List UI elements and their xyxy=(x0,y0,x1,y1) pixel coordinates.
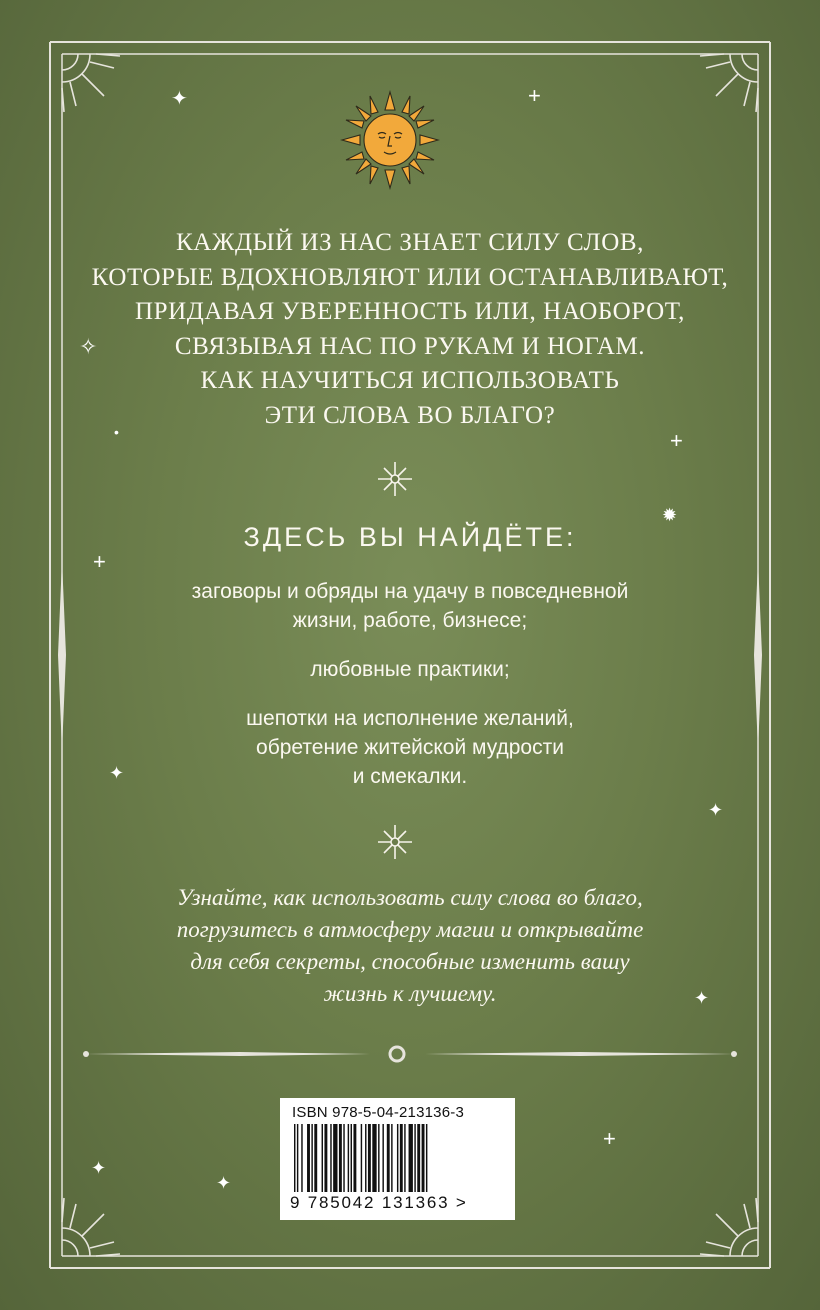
star-icon: • xyxy=(114,424,119,440)
star-icon: ✦ xyxy=(91,1158,107,1178)
intro-text xyxy=(60,226,760,433)
divider-ring xyxy=(390,1047,404,1061)
sun-face-icon xyxy=(340,90,440,190)
list-item-line: обретение житейской мудрости xyxy=(256,736,564,759)
list-item-line: шепотки на исполнение желаний, xyxy=(246,707,574,730)
intro-line: ПРИДАВАЯ УВЕРЕННОСТЬ ИЛИ, НАОБОРОТ, xyxy=(134,298,686,325)
features-list xyxy=(100,577,720,811)
intro-line: СВЯЗЫВАЯ НАС ПО РУКАМ И НОГАМ. xyxy=(174,332,646,360)
list-item xyxy=(100,577,720,635)
star-icon: ✦ xyxy=(694,988,710,1008)
star-icon: ✹ xyxy=(662,505,678,525)
star-icon: + xyxy=(670,428,683,453)
bottom-divider xyxy=(83,1051,737,1057)
star-icon: ✧ xyxy=(79,334,98,359)
isbn-label: ISBN 978-5-04-213136-3 xyxy=(292,1104,465,1121)
star-icon: + xyxy=(93,549,106,574)
sparkle-divider-icon xyxy=(378,825,412,859)
star-icon: ✦ xyxy=(171,88,188,110)
intro-line: КАЖДЫЙ ИЗ НАС ЗНАЕТ СИЛУ СЛОВ, xyxy=(176,229,644,256)
barcode-bars xyxy=(288,1124,506,1192)
list-item-line: жизни, работе, бизнесе; xyxy=(292,609,528,632)
isbn-barcode xyxy=(280,1098,515,1220)
list-item-line: любовные практики; xyxy=(310,658,510,681)
features-heading: ЗДЕСЬ ВЫ НАЙДЁТЕ: xyxy=(243,522,577,552)
star-icon: + xyxy=(603,1126,616,1151)
star-icon: ✦ xyxy=(216,1173,232,1193)
outro-line: погрузитесь в атмосферу магии и открывайте xyxy=(176,917,644,942)
star-icon: + xyxy=(528,83,541,108)
outro-line: Узнайте, как использовать силу слова во благо, xyxy=(177,885,643,910)
sparkle-divider-icon xyxy=(378,462,412,496)
intro-line: КОТОРЫЕ ВДОХНОВЛЯЮТ ИЛИ ОСТАНАВЛИВАЮТ, xyxy=(91,263,729,291)
intro-line: КАК НАУЧИТЬСЯ ИСПОЛЬЗОВАТЬ xyxy=(200,367,620,394)
star-icon: ✦ xyxy=(109,763,125,783)
list-item-line: заговоры и обряды на удачу в повседневной xyxy=(191,580,629,603)
outro-line: для себя секреты, способные изменить вашу xyxy=(190,949,630,974)
outro-line: жизнь к лучшему. xyxy=(323,981,497,1006)
intro-line: ЭТИ СЛОВА ВО БЛАГО? xyxy=(264,401,556,429)
outro-text xyxy=(60,882,760,1010)
star-icon: ✦ xyxy=(708,800,724,820)
list-item xyxy=(100,655,720,684)
list-item-line: и смекалки. xyxy=(352,765,468,788)
barcode-digits: 9 785042 131363 > xyxy=(290,1193,468,1212)
list-item xyxy=(100,704,720,791)
